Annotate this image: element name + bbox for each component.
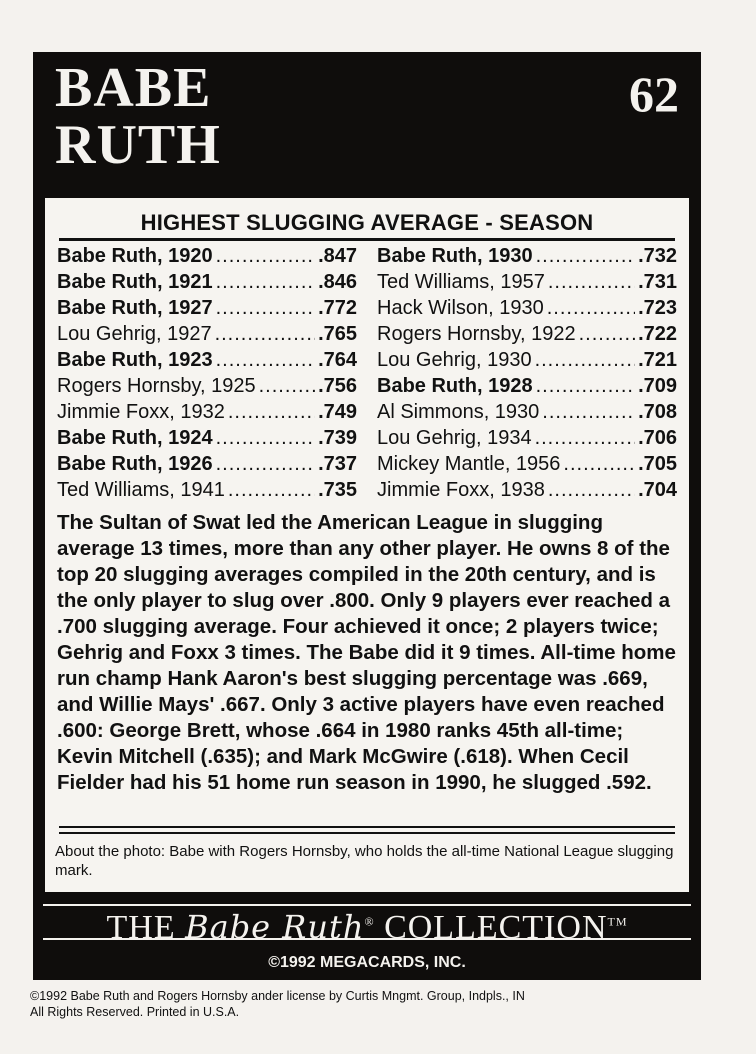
dot-leader (535, 427, 636, 450)
table-row (377, 450, 677, 476)
table-row (377, 320, 677, 346)
table-row (57, 372, 357, 398)
table-row (377, 476, 677, 502)
player-season: Ted Williams, 1941 (57, 479, 225, 501)
player-season: Lou Gehrig, 1927 (57, 323, 212, 345)
table-row (57, 294, 357, 320)
table-row (377, 294, 677, 320)
stats-panel (45, 198, 689, 892)
slugging-value: .709 (638, 375, 677, 397)
table-row (377, 398, 677, 424)
slugging-value: .705 (638, 453, 677, 475)
table-row (377, 424, 677, 450)
player-season: Rogers Hornsby, 1922 (377, 323, 576, 345)
slugging-value: .739 (318, 427, 357, 449)
table-row (57, 268, 357, 294)
table-row (57, 346, 357, 372)
player-season: Babe Ruth, 1923 (57, 349, 213, 371)
slugging-value: .764 (318, 349, 357, 371)
registered-mark: ® (364, 914, 375, 929)
logo-collection: COLLECTION (384, 909, 608, 946)
slugging-value: .706 (638, 427, 677, 449)
slugging-value: .708 (638, 401, 677, 423)
slugging-value: .765 (318, 323, 357, 345)
player-season: Babe Ruth, 1930 (377, 245, 533, 267)
dot-leader (216, 297, 315, 320)
table-title: HIGHEST SLUGGING AVERAGE - SEASON (140, 210, 594, 235)
trademark-mark: TM (607, 914, 628, 929)
table-row (57, 242, 357, 268)
player-name-line2: RUTH (55, 114, 221, 176)
player-season: Babe Ruth, 1926 (57, 453, 213, 475)
dot-leader (536, 375, 635, 398)
fine-print (30, 988, 525, 1020)
dot-leader (259, 375, 315, 398)
slugging-value: .847 (318, 245, 357, 267)
slugging-value: .756 (318, 375, 357, 397)
dot-leader (228, 479, 315, 502)
slugging-value: .723 (638, 297, 677, 319)
fine-print-line2: All Rights Reserved. Printed in U.S.A. (30, 1005, 240, 1019)
dot-leader (563, 453, 635, 476)
description-paragraph: The Sultan of Swat led the American League in slugging average 13 times, more than any other player. He owns 8 of the top 20 slugging averages compiled in the 20th century, and is the only player to slug over .800. Only 9 players ever reached a .700 slugging average. Four achieved it once; 2 players twice; Gehrig and Foxx 3 times. The Babe did it 9 times. All-time home run champ Hank Aaron's best slugging percentage was .669, and Willie Mays' .667. Only 3 active players have even reached .600: George Brett, whose .664 in 1980 ranks 45th all-time; Kevin Mitchell (.635); and Mark McGwire (.618). When Cecil Fielder had his 51 home run season in 1990, he slugged .592. (57, 511, 676, 794)
slugging-value: .772 (318, 297, 357, 319)
slugging-value: .704 (638, 479, 677, 501)
slugging-value: .749 (318, 401, 357, 423)
card-back (33, 52, 701, 980)
card-number: 62 (629, 66, 679, 122)
right-column (377, 242, 677, 502)
dot-leader (536, 245, 635, 268)
slugging-value: .731 (638, 271, 677, 293)
player-season: Mickey Mantle, 1956 (377, 453, 561, 475)
dot-leader (542, 401, 635, 424)
player-season: Lou Gehrig, 1934 (377, 427, 532, 449)
dot-leader (215, 323, 316, 346)
player-season: Hack Wilson, 1930 (377, 297, 544, 319)
dot-leader (216, 453, 315, 476)
player-season: Al Simmons, 1930 (377, 401, 540, 423)
player-name (55, 57, 221, 176)
logo-text (43, 908, 691, 947)
player-season: Rogers Hornsby, 1925 (57, 375, 256, 397)
slugging-value: .722 (638, 323, 677, 345)
left-column (57, 242, 357, 502)
dot-leader (216, 271, 315, 294)
dot-leader (548, 271, 635, 294)
table-row (57, 476, 357, 502)
slugging-value: .737 (318, 453, 357, 475)
slugging-value: .846 (318, 271, 357, 293)
dot-leader (216, 427, 315, 450)
player-season: Lou Gehrig, 1930 (377, 349, 532, 371)
table-row (377, 372, 677, 398)
fine-print-line1: ©1992 Babe Ruth and Rogers Hornsby ander license by Curtis Mngmt. Group, Indpls., IN (30, 989, 525, 1003)
dot-leader (535, 349, 636, 372)
player-season: Jimmie Foxx, 1932 (57, 401, 225, 423)
table-row (377, 346, 677, 372)
slugging-value: .735 (318, 479, 357, 501)
player-season: Babe Ruth, 1920 (57, 245, 213, 267)
table-row (57, 320, 357, 346)
slugging-value: .721 (638, 349, 677, 371)
player-season: Babe Ruth, 1921 (57, 271, 213, 293)
logo-rule-top (43, 904, 691, 906)
slugging-value: .732 (638, 245, 677, 267)
divider (59, 832, 675, 834)
dot-leader (548, 479, 635, 502)
card-copyright: ©1992 MEGACARDS, INC. (268, 954, 466, 971)
signature-logo: Babe Ruth (185, 908, 365, 946)
photo-caption: About the photo: Babe with Rogers Hornsby, who holds the all-time National League slugging mark. (55, 843, 674, 879)
dot-leader (228, 401, 315, 424)
title-divider (59, 238, 675, 241)
logo-the: THE (106, 909, 176, 946)
table-row (57, 424, 357, 450)
dot-leader (216, 245, 315, 268)
collection-logo (43, 900, 691, 946)
table-row (57, 398, 357, 424)
dot-leader (579, 323, 635, 346)
dot-leader (547, 297, 635, 320)
table-row (377, 242, 677, 268)
player-season: Jimmie Foxx, 1938 (377, 479, 545, 501)
player-season: Babe Ruth, 1928 (377, 375, 533, 397)
divider (59, 826, 675, 828)
player-season: Babe Ruth, 1927 (57, 297, 213, 319)
player-season: Ted Williams, 1957 (377, 271, 545, 293)
player-name-line1: BABE (55, 57, 212, 119)
dot-leader (216, 349, 315, 372)
player-season: Babe Ruth, 1924 (57, 427, 213, 449)
table-row (377, 268, 677, 294)
table-row (57, 450, 357, 476)
